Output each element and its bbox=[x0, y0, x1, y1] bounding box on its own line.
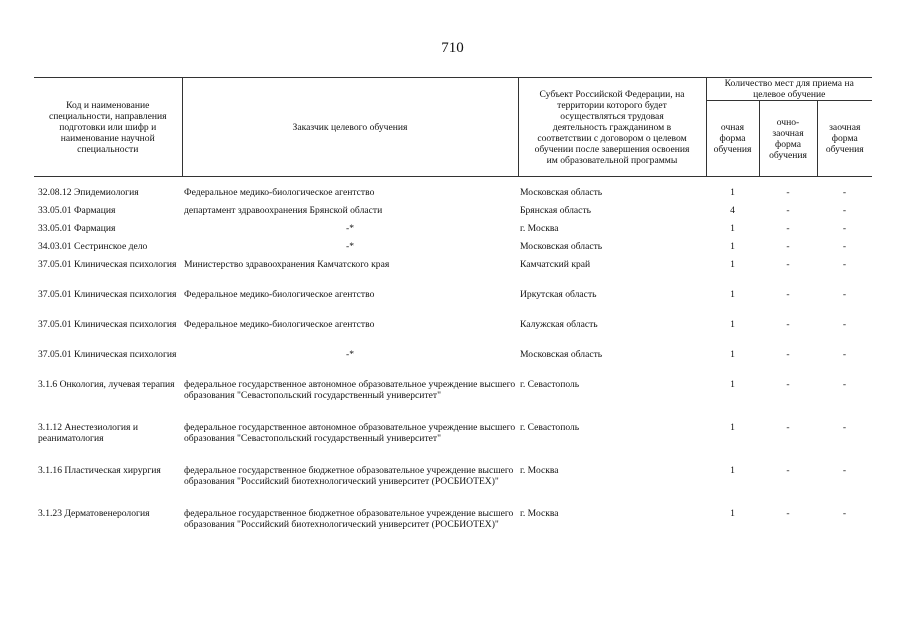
row-customer: федеральное государственное автономное образовательное учреждение высшего образования "Севастопольский государственный университет" bbox=[184, 422, 516, 444]
row-customer: -* bbox=[346, 241, 354, 252]
row-fulltime: 1 bbox=[730, 259, 735, 270]
row-code: 3.1.16 Пластическая хирургия bbox=[38, 465, 161, 476]
row-code: 34.03.01 Сестринское дело bbox=[38, 241, 148, 252]
row-subject: Московская область bbox=[520, 349, 603, 360]
row-code: 33.05.01 Фармация bbox=[38, 205, 116, 216]
row-fulltime: 1 bbox=[730, 319, 735, 330]
table-row bbox=[34, 508, 872, 551]
table-row bbox=[34, 187, 872, 205]
row-mixed: - bbox=[786, 319, 790, 330]
row-mixed: - bbox=[786, 223, 790, 234]
row-mixed: - bbox=[786, 349, 790, 360]
row-parttime: - bbox=[842, 259, 847, 270]
row-mixed: - bbox=[786, 379, 790, 390]
row-subject: Московская область bbox=[520, 187, 603, 198]
table-header bbox=[34, 78, 872, 177]
row-code: 37.05.01 Клиническая психология bbox=[38, 319, 177, 330]
row-customer: федеральное государственное бюджетное образовательное учреждение высшего образования "Российский биотехнологический университет (РОСБИОТЕХ)" bbox=[184, 465, 514, 487]
row-customer: -* bbox=[346, 223, 354, 234]
row-fulltime: 4 bbox=[730, 205, 735, 216]
row-subject: г. Москва bbox=[520, 223, 559, 234]
row-code: 37.05.01 Клиническая психология bbox=[38, 349, 177, 360]
row-fulltime: 1 bbox=[730, 422, 735, 433]
row-subject: Брянская область bbox=[520, 205, 592, 216]
page-number: 710 bbox=[441, 40, 464, 56]
table-row bbox=[34, 259, 872, 289]
header-fulltime: очная форма обучения bbox=[706, 101, 759, 177]
row-parttime: - bbox=[842, 319, 847, 330]
row-subject: Калужская область bbox=[520, 319, 598, 330]
row-fulltime: 1 bbox=[730, 241, 735, 252]
row-parttime: - bbox=[842, 241, 847, 252]
row-subject: Камчатский край bbox=[520, 259, 591, 270]
row-customer: Федеральное медико-биологическое агентство bbox=[184, 319, 375, 330]
table-row bbox=[34, 241, 872, 259]
header-customer: Заказчик целевого обучения bbox=[182, 78, 518, 177]
row-fulltime: 1 bbox=[730, 223, 735, 234]
row-subject: Иркутская область bbox=[520, 289, 597, 300]
row-mixed: - bbox=[786, 205, 790, 216]
row-subject: г. Севастополь bbox=[520, 422, 580, 433]
table-row bbox=[34, 422, 872, 465]
row-parttime: - bbox=[842, 422, 847, 433]
header-code: Код и наименование специальности, направления подготовки или шифр и наименование научной специальности bbox=[34, 78, 182, 177]
row-fulltime: 1 bbox=[730, 508, 735, 519]
target-training-table-container bbox=[34, 77, 872, 551]
row-customer: Министерство здравоохранения Камчатского края bbox=[184, 259, 390, 270]
row-mixed: - bbox=[786, 241, 790, 252]
table-row bbox=[34, 223, 872, 241]
row-subject: Московская область bbox=[520, 241, 603, 252]
row-mixed: - bbox=[786, 289, 790, 300]
row-subject: г. Севастополь bbox=[520, 379, 580, 390]
table-row bbox=[34, 319, 872, 349]
row-code: 37.05.01 Клиническая психология bbox=[38, 259, 177, 270]
row-customer: департамент здравоохранения Брянской области bbox=[184, 205, 383, 216]
row-fulltime: 1 bbox=[730, 465, 735, 476]
row-parttime: - bbox=[842, 349, 847, 360]
table-row bbox=[34, 349, 872, 379]
row-parttime: - bbox=[842, 508, 847, 519]
table-body bbox=[34, 177, 872, 552]
row-customer: Федеральное медико-биологическое агентство bbox=[184, 289, 375, 300]
row-code: 32.08.12 Эпидемиология bbox=[38, 187, 139, 198]
row-customer: федеральное государственное бюджетное образовательное учреждение высшего образования "Российский биотехнологический университет (РОСБИОТЕХ)" bbox=[184, 508, 514, 530]
row-fulltime: 1 bbox=[730, 289, 735, 300]
table-row bbox=[34, 289, 872, 319]
table-row bbox=[34, 465, 872, 508]
row-mixed: - bbox=[786, 259, 790, 270]
row-parttime: - bbox=[842, 223, 847, 234]
row-fulltime: 1 bbox=[730, 379, 735, 390]
header-subject: Субъект Российской Федерации, на территории которого будет осуществляться трудовая деятельность гражданином в соответствии с договором о целевом обучении после завершения освоения им образовательной программы bbox=[518, 78, 706, 177]
row-parttime: - bbox=[842, 379, 847, 390]
header-mixed: очно-заочная форма обучения bbox=[759, 101, 817, 177]
row-parttime: - bbox=[842, 465, 847, 476]
header-parttime: заочная форма обучения bbox=[817, 101, 872, 177]
row-mixed: - bbox=[786, 422, 790, 433]
table-row bbox=[34, 205, 872, 223]
row-parttime: - bbox=[842, 205, 847, 216]
row-mixed: - bbox=[786, 508, 790, 519]
row-parttime: - bbox=[842, 187, 847, 198]
row-subject: г. Москва bbox=[520, 465, 559, 476]
target-training-table bbox=[34, 77, 872, 551]
row-customer: -* bbox=[346, 349, 354, 360]
row-mixed: - bbox=[786, 187, 790, 198]
row-code: 3.1.23 Дерматовенерология bbox=[38, 508, 150, 519]
row-code: 37.05.01 Клиническая психология bbox=[38, 289, 177, 300]
row-code: 3.1.12 Анестезиология и реаниматология bbox=[38, 422, 138, 444]
row-customer: Федеральное медико-биологическое агентство bbox=[184, 187, 375, 198]
header-places: Количество мест для приема на целевое обучение bbox=[706, 78, 872, 101]
row-code: 3.1.6 Онкология, лучевая терапия bbox=[38, 379, 175, 390]
row-parttime: - bbox=[842, 289, 847, 300]
row-subject: г. Москва bbox=[520, 508, 559, 519]
table-row bbox=[34, 379, 872, 422]
row-fulltime: 1 bbox=[730, 187, 735, 198]
row-fulltime: 1 bbox=[730, 349, 735, 360]
row-customer: федеральное государственное автономное образовательное учреждение высшего образования "Севастопольский государственный университет" bbox=[184, 379, 516, 401]
row-code: 33.05.01 Фармация bbox=[38, 223, 116, 234]
row-mixed: - bbox=[786, 465, 790, 476]
